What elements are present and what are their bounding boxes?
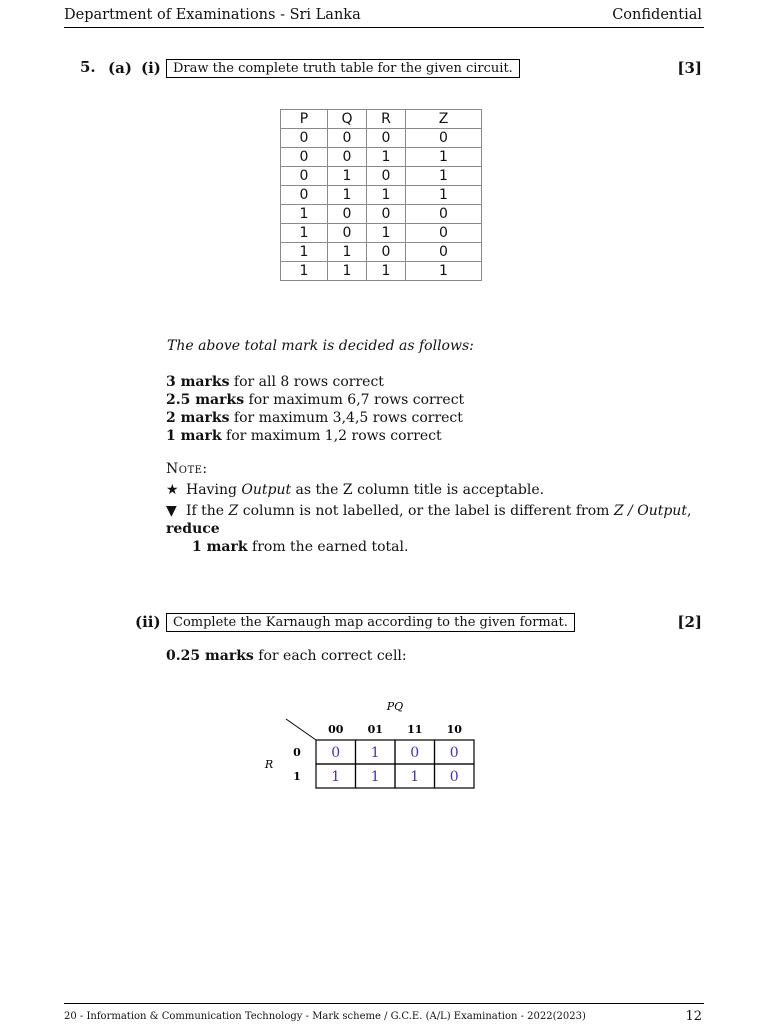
marks-ii: [2] bbox=[677, 613, 702, 631]
table-cell: 1 bbox=[406, 262, 482, 281]
table-cell: 1 bbox=[367, 262, 406, 281]
table-cell: 1 bbox=[406, 186, 482, 205]
table-row bbox=[281, 224, 482, 243]
page-number: 12 bbox=[685, 1009, 702, 1024]
table-cell: 1 bbox=[367, 148, 406, 167]
footer-text: 20 - Information & Communication Technology - Mark scheme / G.C.E. (A/L) Examination - 2022(2023) bbox=[64, 1011, 586, 1022]
kmap-row-variable: R bbox=[264, 758, 274, 771]
table-cell: 1 bbox=[367, 186, 406, 205]
kmap-column-header: 11 bbox=[407, 723, 423, 736]
mark-rule: 1 mark for maximum 1,2 rows correct bbox=[166, 428, 442, 444]
instruction-box-i: Draw the complete truth table for the given circuit. bbox=[166, 59, 520, 78]
table-cell: 1 bbox=[281, 224, 328, 243]
mark-rule: 2 marks for maximum 3,4,5 rows correct bbox=[166, 410, 463, 426]
table-cell: 1 bbox=[281, 205, 328, 224]
table-cell: 0 bbox=[328, 205, 367, 224]
mark-rule: 3 marks for all 8 rows correct bbox=[166, 374, 384, 390]
table-cell: 0 bbox=[328, 148, 367, 167]
table-cell: Q bbox=[328, 110, 367, 129]
table-row bbox=[281, 129, 482, 148]
per-cell-marks: 0.25 marks for each correct cell: bbox=[166, 648, 407, 664]
table-cell: 1 bbox=[367, 224, 406, 243]
table-cell: 0 bbox=[281, 148, 328, 167]
kmap-diagonal bbox=[286, 719, 316, 740]
question-part: (a) bbox=[108, 59, 132, 77]
question-subpart-ii: (ii) bbox=[135, 613, 161, 631]
note-1: ★ Having Output as the Z column title is acceptable. bbox=[166, 482, 545, 498]
table-cell: 0 bbox=[281, 129, 328, 148]
mark-rules-list bbox=[166, 373, 464, 445]
table-cell: 0 bbox=[367, 205, 406, 224]
table-cell: 0 bbox=[281, 186, 328, 205]
kmap-cell-value: 0 bbox=[449, 769, 459, 785]
kmap-column-header: 00 bbox=[328, 723, 344, 736]
kmap-cell-value: 1 bbox=[370, 745, 380, 761]
table-cell: 0 bbox=[328, 224, 367, 243]
kmap-cell-value: 1 bbox=[410, 769, 420, 785]
table-cell: 0 bbox=[367, 243, 406, 262]
table-cell: 1 bbox=[328, 167, 367, 186]
table-cell: 1 bbox=[406, 148, 482, 167]
table-row bbox=[281, 205, 482, 224]
table-cell: 0 bbox=[367, 129, 406, 148]
table-cell: 0 bbox=[406, 243, 482, 262]
table-cell: 0 bbox=[281, 167, 328, 186]
mark-rule: 2.5 marks for maximum 6,7 rows correct bbox=[166, 392, 465, 408]
kmap-column-header: 10 bbox=[446, 723, 462, 736]
header-rule bbox=[64, 27, 704, 28]
note-2: ▼ If the Z column is not labelled, or the label is different from Z / Output, reduce 1 mark from the earned total. bbox=[166, 503, 692, 555]
kmap-cell-value: 1 bbox=[370, 769, 380, 785]
note-title: Note: bbox=[166, 461, 208, 477]
table-cell: 0 bbox=[328, 129, 367, 148]
triangle-down-icon: ▼ bbox=[166, 503, 177, 519]
kmap-cell-value: 0 bbox=[331, 745, 341, 761]
kmap-row-header: 1 bbox=[293, 770, 301, 783]
kmap-column-variable: PQ bbox=[386, 700, 404, 713]
kmap-column-header: 01 bbox=[367, 723, 383, 736]
table-cell: 1 bbox=[281, 262, 328, 281]
truth-table bbox=[280, 109, 482, 281]
kmap-cell-value: 0 bbox=[449, 745, 459, 761]
table-cell: R bbox=[367, 110, 406, 129]
table-cell: 0 bbox=[406, 224, 482, 243]
table-cell: 1 bbox=[281, 243, 328, 262]
table-row bbox=[281, 262, 482, 281]
table-cell: 1 bbox=[328, 243, 367, 262]
table-row bbox=[281, 243, 482, 262]
star-icon: ★ bbox=[166, 482, 179, 498]
table-row bbox=[281, 186, 482, 205]
header-department: Department of Examinations - Sri Lanka bbox=[64, 7, 361, 23]
table-cell: 0 bbox=[367, 167, 406, 186]
table-header-row bbox=[281, 110, 482, 129]
mark-intro: The above total mark is decided as follows: bbox=[167, 338, 474, 354]
marks-i: [3] bbox=[677, 59, 702, 77]
kmap-cell-value: 1 bbox=[331, 769, 341, 785]
question-number: 5. bbox=[80, 58, 96, 76]
instruction-box-ii: Complete the Karnaugh map according to the given format. bbox=[166, 613, 575, 632]
table-cell: 1 bbox=[406, 167, 482, 186]
kmap-row-header: 0 bbox=[293, 746, 301, 759]
table-cell: Z bbox=[406, 110, 482, 129]
table-row bbox=[281, 167, 482, 186]
table-cell: 1 bbox=[328, 262, 367, 281]
table-cell: 1 bbox=[328, 186, 367, 205]
kmap-cell-value: 0 bbox=[410, 745, 420, 761]
question-subpart-i: (i) bbox=[141, 59, 161, 77]
karnaugh-map bbox=[255, 695, 505, 800]
table-row bbox=[281, 148, 482, 167]
table-cell: 0 bbox=[406, 129, 482, 148]
header-confidential: Confidential bbox=[612, 7, 702, 23]
footer-rule bbox=[64, 1003, 704, 1004]
table-cell: 0 bbox=[406, 205, 482, 224]
table-cell: P bbox=[281, 110, 328, 129]
